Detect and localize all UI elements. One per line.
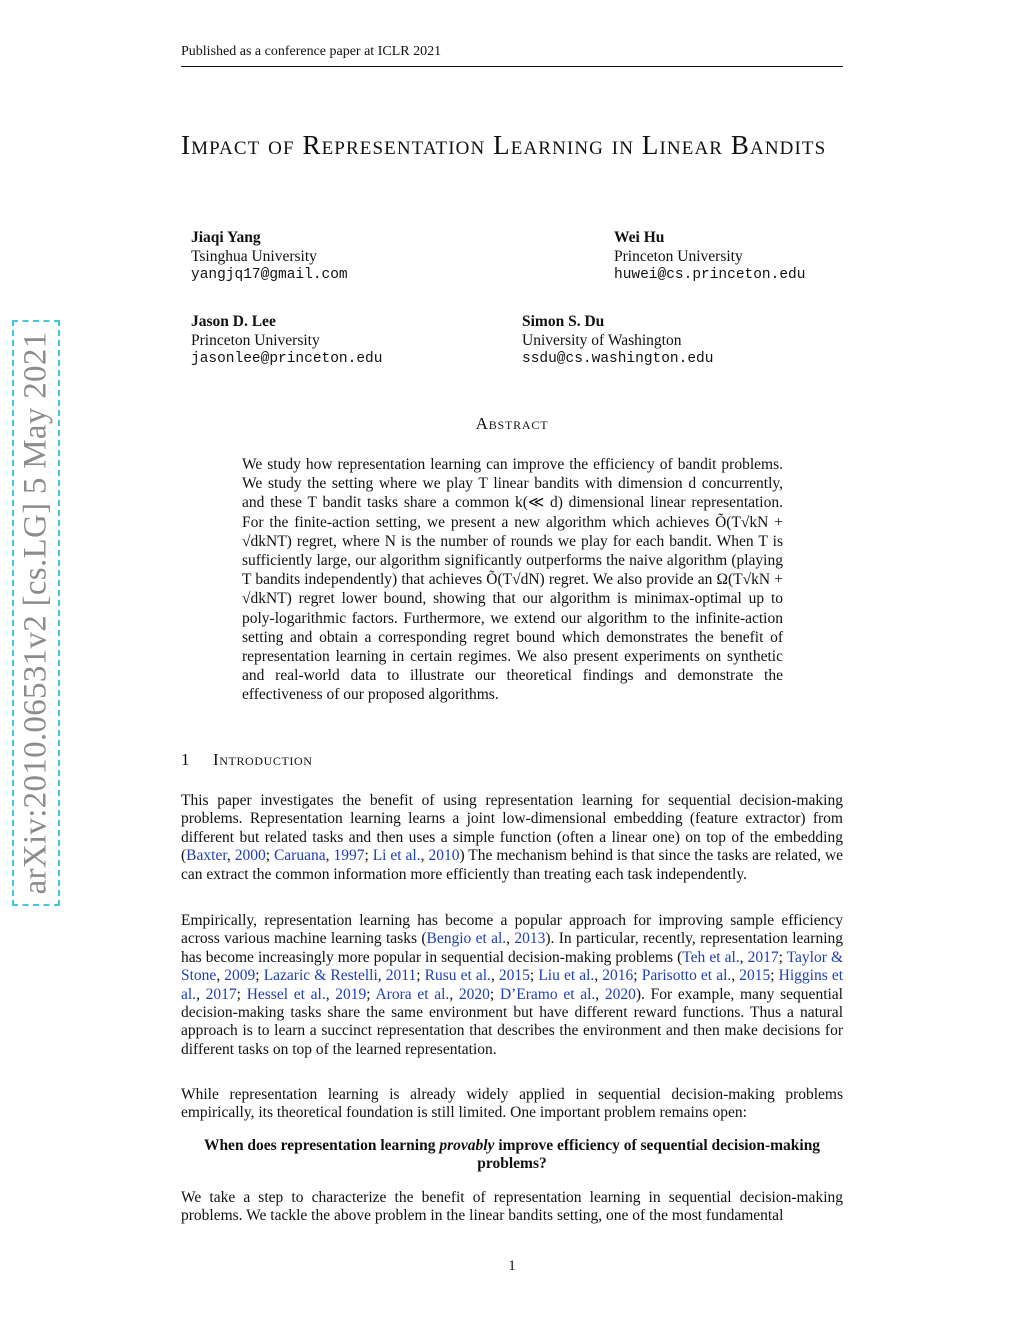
citation-link[interactable]: 2020	[604, 985, 636, 1003]
paragraph-text: ). In particular, recently, representation learning has become increasingly more popular in sequential decision-making problems (	[181, 930, 843, 966]
paragraph-text: ,	[325, 847, 334, 865]
author-block	[191, 228, 348, 285]
citation-link[interactable]: Rusu et al.	[424, 967, 491, 985]
paragraph-text: ) The mechanism behind is that since the tasks are related, we can extract the common information more efficiently than treating each task independently.	[181, 847, 844, 883]
intro-paragraph-2	[181, 912, 843, 1059]
citation-link[interactable]: 2015	[739, 967, 771, 985]
paragraph-text: ,	[594, 967, 603, 985]
intro-paragraph-4	[181, 1189, 843, 1226]
author-name: Wei Hu	[614, 229, 665, 246]
paragraph-text: ,	[216, 967, 225, 985]
paragraph-text: ,	[490, 967, 499, 985]
citation-link[interactable]: Caruana	[273, 847, 326, 865]
author-name: Jason D. Lee	[191, 313, 276, 330]
author-name: Simon S. Du	[522, 313, 605, 330]
citation-link[interactable]: 2000	[234, 847, 266, 865]
paragraph-text: ;	[416, 967, 425, 985]
paragraph-text: ,	[739, 948, 748, 966]
citation-link[interactable]: 2016	[602, 967, 634, 985]
paragraph-text: ;	[529, 967, 539, 985]
author-email[interactable]: ssdu@cs.washington.edu	[522, 351, 714, 367]
citation-link[interactable]: Hessel et al.	[246, 985, 326, 1003]
paragraph-text: ;	[489, 985, 500, 1003]
paragraph-text: ,	[731, 967, 740, 985]
running-header: Published as a conference paper at ICLR 2021	[181, 44, 442, 59]
page-number: 1	[508, 1258, 516, 1274]
citation-link[interactable]: 2011	[385, 967, 417, 985]
paragraph-text: ,	[325, 985, 336, 1003]
paragraph-text: ,	[377, 967, 386, 985]
citation-link[interactable]: Bengio et al.	[426, 930, 507, 948]
section-title: Introduction	[213, 750, 313, 769]
paragraph-text: ,	[420, 847, 429, 865]
paragraph-text: ,	[506, 930, 515, 948]
author-block	[614, 228, 805, 285]
citation-link[interactable]: 2017	[747, 948, 779, 966]
author-email[interactable]: yangjq17@gmail.com	[191, 267, 348, 283]
paragraph-text: ;	[255, 967, 264, 985]
arxiv-stamp[interactable]	[12, 320, 60, 906]
author-affiliation: Princeton University	[614, 248, 743, 265]
author-email[interactable]: jasonlee@princeton.edu	[191, 351, 383, 367]
question-emphasis: provably	[439, 1137, 495, 1154]
citation-link[interactable]: Lazaric & Restelli	[263, 967, 378, 985]
paragraph-text: ,	[595, 985, 605, 1003]
paragraph-text: ;	[366, 985, 376, 1003]
citation-link[interactable]: Arora et al.	[375, 985, 450, 1003]
citation-link[interactable]: Liu et al.	[538, 967, 595, 985]
paragraph-text: ;	[633, 967, 642, 985]
citation-link[interactable]: 1997	[333, 847, 365, 865]
citation-link[interactable]: Higgins et al.	[181, 967, 844, 1003]
author-affiliation: Princeton University	[191, 332, 320, 349]
author-name: Jiaqi Yang	[191, 229, 261, 246]
citation-link[interactable]: D’Eramo et al.	[499, 985, 596, 1003]
section-number: 1	[181, 750, 191, 769]
paragraph-text: ;	[265, 847, 274, 865]
intro-paragraph-1	[181, 792, 843, 884]
paper-title: Impact of Representation Learning in Linear Bandits	[181, 130, 827, 160]
research-question	[181, 1137, 843, 1174]
author-affiliation: Tsinghua University	[191, 248, 317, 265]
citation-link[interactable]: 2015	[498, 967, 530, 985]
author-block	[191, 312, 382, 369]
paragraph-text: Empirically, representation learning has become a popular approach for improving sample efficiency across various machine learning tasks (	[181, 912, 843, 948]
question-text: improve efficiency of sequential decision-making problems?	[477, 1137, 821, 1173]
citation-link[interactable]: Teh et al.	[682, 948, 740, 966]
citation-link[interactable]: 2017	[205, 985, 237, 1003]
citation-link[interactable]: Li et al.	[372, 847, 421, 865]
author-email[interactable]: huwei@cs.princeton.edu	[614, 267, 806, 283]
arxiv-stamp-text: arXiv:2010.06531v2 [cs.LG] 5 May 2021	[17, 331, 54, 895]
citation-link[interactable]: 2009	[224, 967, 256, 985]
header-rule	[181, 66, 843, 67]
paragraph-text: ,	[226, 847, 235, 865]
author-affiliation: University of Washington	[522, 332, 682, 349]
citation-link[interactable]: 2020	[458, 985, 490, 1003]
section-heading	[181, 750, 313, 770]
paragraph-text: While representation learning is already widely applied in sequential decision-making problems empirically, its theoretical foundation is still limited. One important problem remains open:	[181, 1086, 843, 1122]
author-block	[522, 312, 713, 369]
paragraph-text: We take a step to characterize the benefit of representation learning in sequential decision-making problems. We tackle the above problem in the linear bandits setting, one of the most fundamental	[181, 1189, 843, 1225]
intro-paragraph-3	[181, 1086, 843, 1123]
citation-link[interactable]: Taylor & Stone	[181, 948, 844, 985]
paragraph-text: ;	[364, 847, 373, 865]
paragraph-text: ,	[196, 985, 206, 1003]
paragraph-text: ). For example, many sequential decision-making tasks share the same environment but have different reward functions. Thus a natural approach is to learn a succinct representation that describes the environment and then make decisions for different tasks on top of the learned representation.	[181, 985, 843, 1058]
paragraph-text: ;	[236, 985, 247, 1003]
paragraph-text: ;	[778, 948, 787, 966]
question-text: When does representation learning	[203, 1137, 440, 1154]
citation-link[interactable]: 2013	[514, 930, 546, 948]
citation-link[interactable]: 2019	[335, 985, 367, 1003]
paragraph-text: ;	[770, 967, 779, 985]
paragraph-text: This paper investigates the benefit of using representation learning for sequential decision-making problems. Representation learning learns a joint low-dimensional embedding (feature extractor) from different but related tasks and then uses a simple function (often a linear one) on top of the embedding (	[181, 792, 843, 865]
citation-link[interactable]: Parisotto et al.	[641, 967, 732, 985]
paragraph-text: ,	[449, 985, 459, 1003]
citation-link[interactable]: Baxter	[186, 847, 227, 865]
citation-link[interactable]: 2010	[428, 847, 460, 865]
abstract-heading: Abstract	[475, 414, 549, 433]
abstract-text: We study how representation learning can improve the efficiency of bandit problems. We study the setting where we play T linear bandits with dimension d concurrently, and these T bandit tasks share a common k(≪ d) dimensional linear representation. For the finite-action setting, we present a new algorithm which achieves Õ(T√kN + √dkNT) regret, where N is the number of rounds we play for each bandit. When T is sufficiently large, our algorithm significantly outperforms the naive algorithm (playing T bandits independently) that achieves Õ(T√dN) regret. We also provide an Ω(T√kN + √dkNT) regret lower bound, showing that our algorithm is minimax-optimal up to poly-logarithmic factors. Furthermore, we extend our algorithm to the infinite-action setting and obtain a corresponding regret bound which demonstrates the benefit of representation learning in certain regimes. We also present experiments on synthetic and real-world data to illustrate our theoretical findings and demonstrate the effectiveness of our proposed algorithms.	[242, 456, 783, 704]
